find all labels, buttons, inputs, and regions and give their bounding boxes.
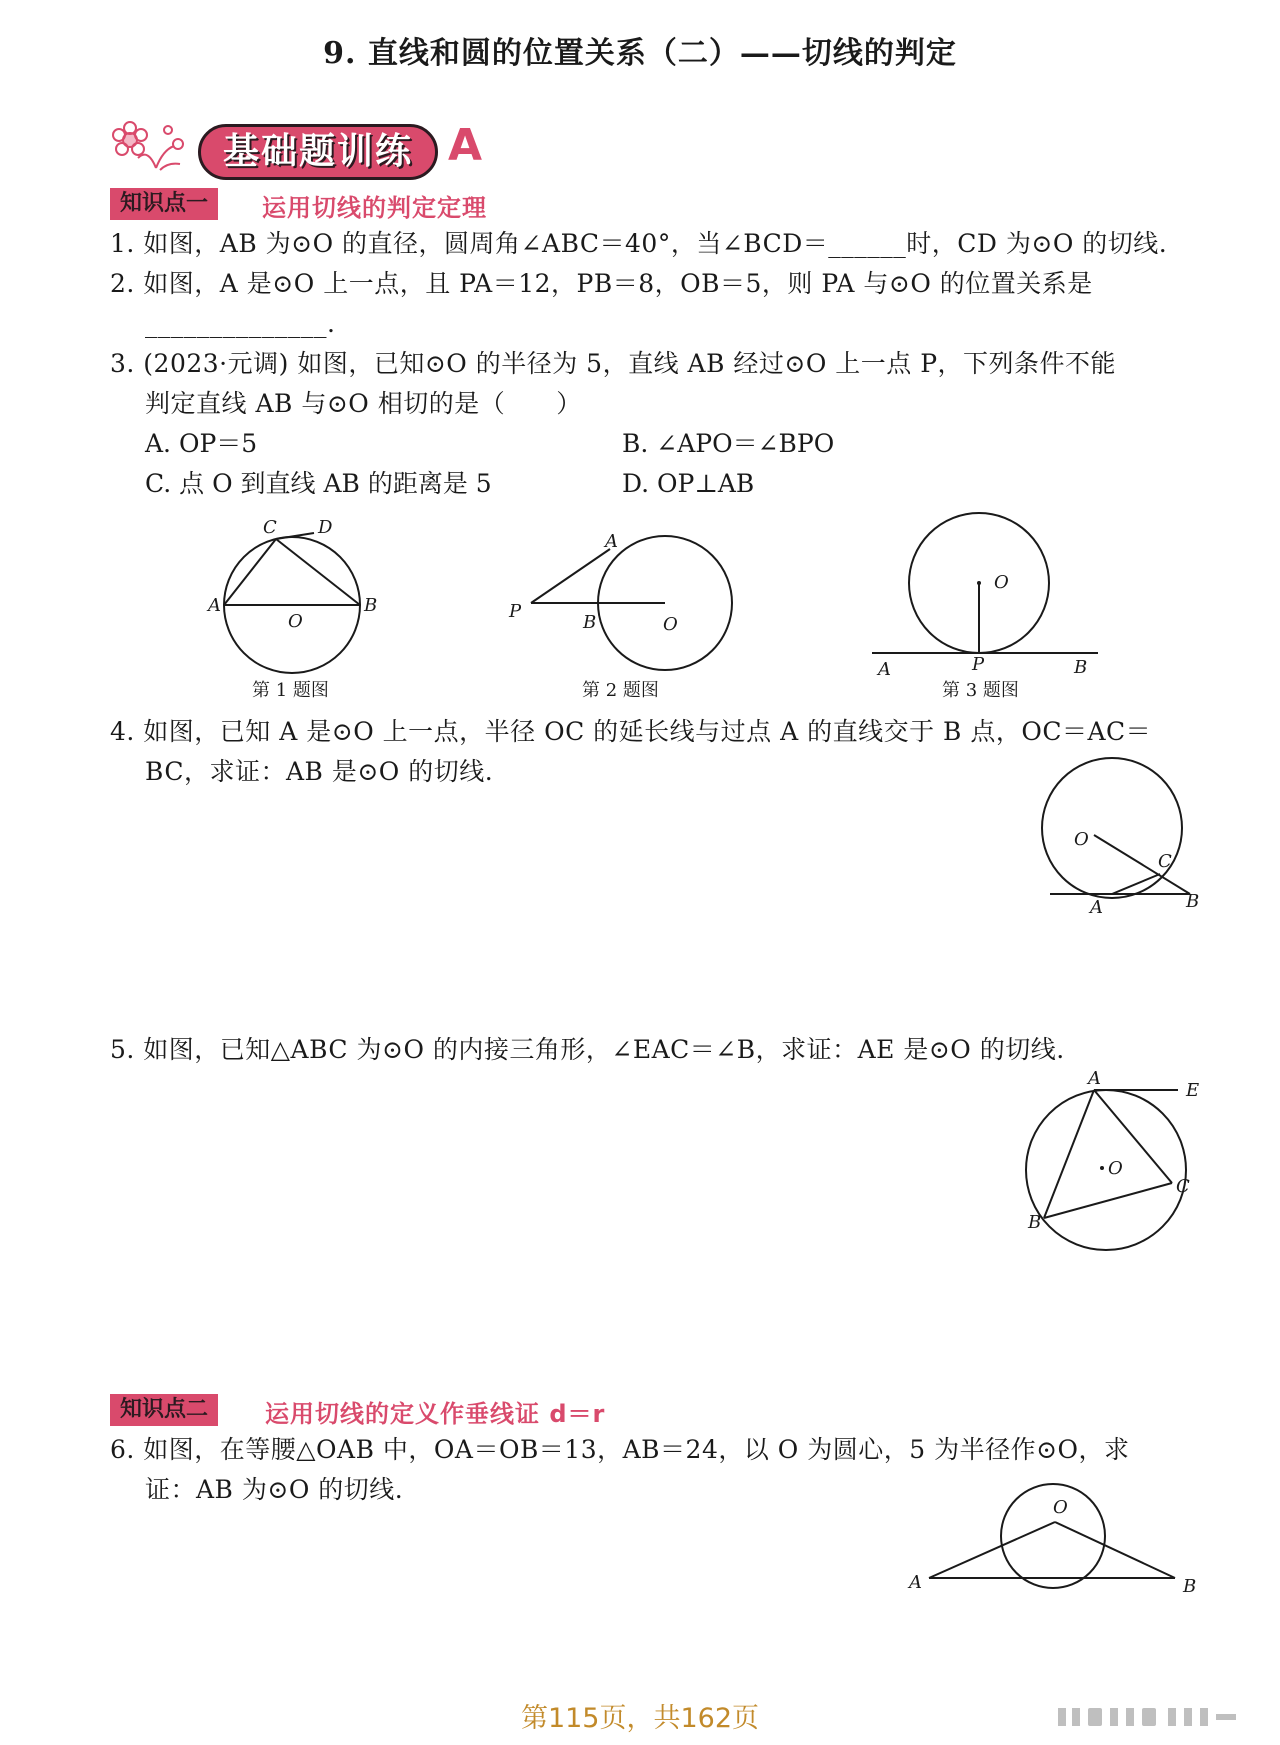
toolbar-icons xyxy=(1048,1702,1248,1732)
fig1-label-c: C xyxy=(263,517,277,538)
question-5: 5. 如图，已知△ABC 为⊙O 的内接三角形，∠EAC＝∠B，求证：AE 是⊙O 的切线. xyxy=(110,1035,1065,1064)
fig2-label-b: B xyxy=(583,612,597,633)
fig5-label-c: C xyxy=(1176,1176,1190,1197)
fig4-label-a: A xyxy=(1090,897,1103,918)
page-title: 9. 直线和圆的位置关系（二）——切线的判定 xyxy=(323,36,957,71)
question-6-line-2: 证：AB 为⊙O 的切线. xyxy=(145,1475,404,1504)
question-3-line-1: 3. (2023·元调) 如图，已知⊙O 的半径为 5，直线 AB 经过⊙O 上一点 P，下列条件不能 xyxy=(110,349,1117,378)
fig2-label-o: O xyxy=(663,614,678,635)
fig1-label-a: A xyxy=(208,595,221,616)
fig6-label-a: A xyxy=(909,1572,922,1593)
flower-icon xyxy=(108,118,198,178)
figure-6 xyxy=(905,1478,1205,1603)
figure-3-caption: 第 3 题图 xyxy=(942,680,1019,701)
fig5-label-o: O xyxy=(1108,1158,1123,1179)
fig5-label-e: E xyxy=(1186,1080,1200,1101)
knowledge-point-tag-2: 知识点二 xyxy=(110,1394,218,1426)
fig3-label-b: B xyxy=(1074,657,1088,678)
fig1-label-d: D xyxy=(318,517,333,538)
fig2-label-a: A xyxy=(605,531,618,552)
figure-3 xyxy=(862,505,1112,680)
question-1: 1. 如图，AB 为⊙O 的直径，圆周角∠ABC＝40°，当∠BCD＝______时，CD 为⊙O 的切线. xyxy=(110,229,1168,258)
figure-1 xyxy=(200,515,400,700)
knowledge-point-tag-1: 知识点一 xyxy=(110,188,218,220)
figure-5 xyxy=(1010,1068,1210,1258)
fig3-label-a: A xyxy=(878,659,891,680)
fig3-label-o: O xyxy=(994,572,1009,593)
knowledge-point-title-1: 运用切线的判定定理 xyxy=(262,194,487,222)
question-3-option-a: A. OP＝5 xyxy=(145,429,258,458)
fig4-label-o: O xyxy=(1074,829,1089,850)
fig6-label-b: B xyxy=(1183,1576,1197,1597)
fig2-label-p: P xyxy=(509,601,522,622)
fig1-label-o: O xyxy=(288,611,303,632)
banner-level: A xyxy=(448,120,483,171)
figure-4 xyxy=(1040,755,1220,925)
section-banner: 基础题训练 xyxy=(198,124,438,180)
question-3-option-d: D. OP⊥AB xyxy=(622,469,755,498)
question-3-option-b: B. ∠APO＝∠BPO xyxy=(622,429,835,458)
question-2-line-1: 2. 如图，A 是⊙O 上一点，且 PA＝12，PB＝8，OB＝5，则 PA 与⊙O 的位置关系是 xyxy=(110,269,1093,298)
page-indicator: 第115页，共162页 xyxy=(520,1703,760,1734)
question-3-line-2: 判定直线 AB 与⊙O 相切的是（ ） xyxy=(145,389,582,418)
fig4-label-b: B xyxy=(1186,891,1200,912)
question-4-line-1: 4. 如图，已知 A 是⊙O 上一点，半径 OC 的延长线与过点 A 的直线交于 B 点，OC＝AC＝ xyxy=(110,717,1152,746)
fig4-label-c: C xyxy=(1158,851,1172,872)
knowledge-point-title-2: 运用切线的定义作垂线证 d＝r xyxy=(265,1400,606,1428)
fig6-label-o: O xyxy=(1053,1497,1068,1518)
question-6-line-1: 6. 如图，在等腰△OAB 中，OA＝OB＝13，AB＝24，以 O 为圆心，5 为半径作⊙O，求 xyxy=(110,1435,1130,1464)
figure-2 xyxy=(505,530,745,680)
question-2-line-2: ______________. xyxy=(145,309,336,338)
figure-1-caption: 第 1 题图 xyxy=(252,680,329,701)
question-3-option-c: C. 点 O 到直线 AB 的距离是 5 xyxy=(145,469,492,498)
fig5-label-b: B xyxy=(1028,1212,1042,1233)
fig5-label-a: A xyxy=(1088,1068,1101,1089)
fig3-label-p: P xyxy=(972,654,985,675)
fig1-label-b: B xyxy=(364,595,378,616)
figure-2-caption: 第 2 题图 xyxy=(582,680,659,701)
question-4-line-2: BC，求证：AB 是⊙O 的切线. xyxy=(145,757,494,786)
